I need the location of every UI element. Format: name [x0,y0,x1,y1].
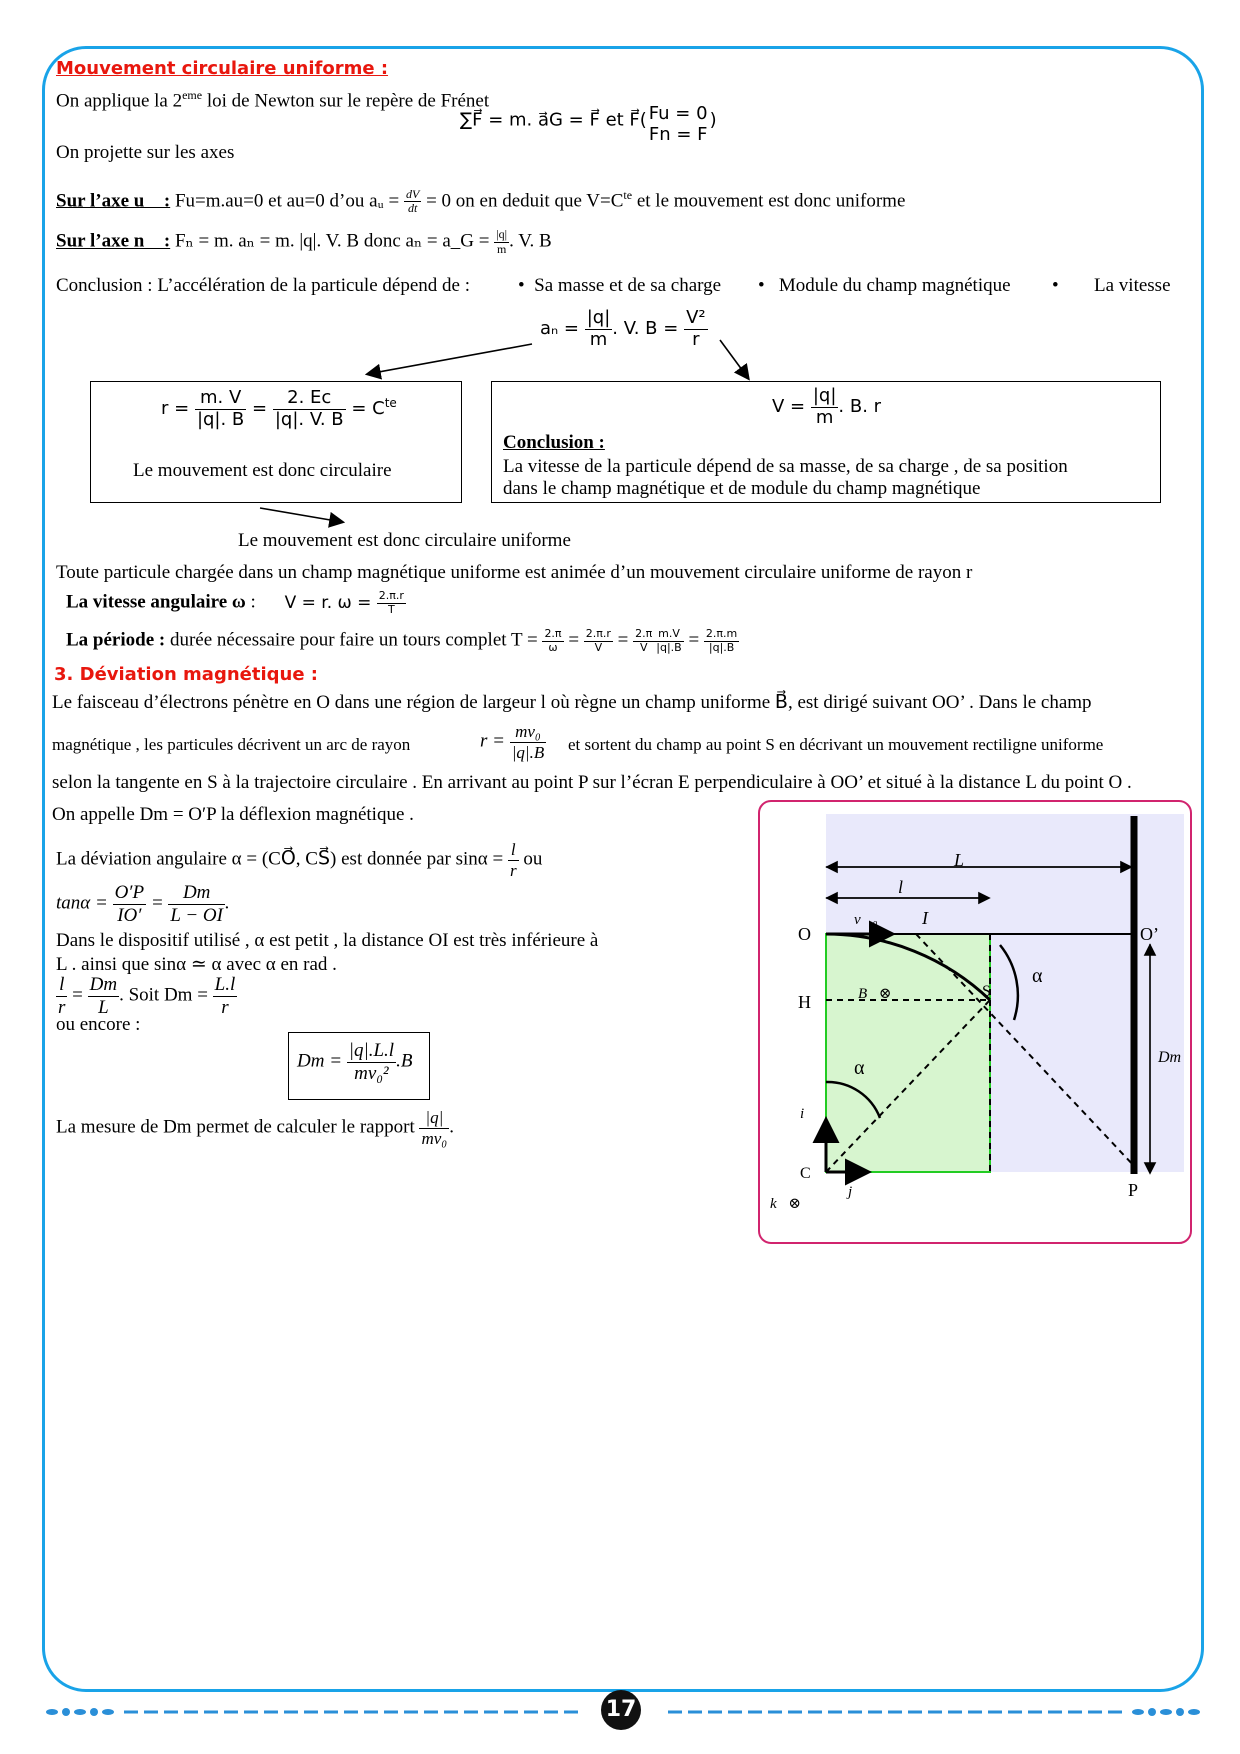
newton-intro: On applique la 2eme loi de Newton sur le repère de Frénet [56,88,490,112]
arrow-to-uniform [260,508,342,522]
deviation-p3: selon la tangente en S à la trajectoire circulaire . En arrivant au point P sur l’écran E perpendiculaire à OO’ et situé à la distance L du point O . [52,772,1132,793]
tan-equation: tanα = $\frac{O'P}{IO'}$ = $\frac{Dm}{L - OI}$ . [56,882,230,926]
label-S: S [982,983,991,1000]
deviation-radius: r = $\frac{\text{mv₀}}{|q|.B}$ [480,722,545,762]
radius-conclusion: Le mouvement est donc circulaire [133,460,392,481]
dm-formula: Dm = $\frac{|q|.L.l}{\text{mv₀²}}$ .B [297,1040,413,1084]
deviation-p2b: et sortent du champ au point S en décrivant un mouvement rectiligne uniforme [568,735,1104,754]
page-number: 17 [601,1690,641,1730]
deviation-diagram [758,800,1194,1246]
axis-u-line: Sur l’axe u⃗ : Fu=m.au=0 et au=0 d’ou aᵤ = $\frac{dV}{dt}$ = 0 on en deduit que $V=C^{te}$ et le mouvement est donc uniforme [56,186,906,216]
circular-uniform-text: Le mouvement est donc circulaire uniforme [238,530,571,551]
label-C: C [800,1165,811,1182]
label-v0: v⃗₀ [854,912,878,928]
dispositif-line1: Dans le dispositif utilisé , α est petit , la distance OI est très inférieure à [56,930,599,951]
magnetic-field-region [826,934,990,1172]
radius-box [90,381,462,503]
label-B: B⃗⊗ [858,986,892,1002]
speed-conclusion-line2: dans le champ magnétique et de module du champ magnétique [503,478,981,499]
deviation-p4: On appelle Dm = O′P la déflexion magnétique . [52,804,414,825]
label-O: O [798,924,811,944]
label-I: I [922,908,928,928]
bullet-field: • Module du champ magnétique [758,275,1011,296]
arrow-to-left-box [368,344,532,374]
speed-equation: V = $\frac{|q|}{m}$ . B. r [772,385,882,428]
an-equation: aₙ = $\frac{|q|}{m}$ . V. B = $\frac{\text{V²}}{r}$ [540,307,706,350]
mesure-line: La mesure de Dm permet de calculer le rapport $\frac{|q|}{\text{mv₀}}$ . [56,1108,454,1148]
project-text: On projette sur les axes [56,142,235,163]
radius-equation: r = $\frac{m. V}{|q|. B}$ = $\frac{2. Ec}{|q|. V. B}$ = $C^{te}$ [161,387,397,430]
label-Dm: Dm [1158,1049,1182,1066]
dm-formula-box [288,1032,430,1100]
soit-equation: $\frac{l}{r}$ = $\frac{Dm}{L}$ . Soit Dm = $\frac{L.l}{r}$ [58,974,236,1018]
bullet-speed: La vitesse [1094,275,1171,296]
ou-encore: ou encore : [56,1014,141,1035]
label-L: L [954,850,965,870]
axis-n-line: Sur l’axe n⃗ : Fₙ = m. aₙ = m. |q|. V. B donc aₙ = a_G = $\frac{|q|}{m}$ . V. B [56,227,552,256]
label-P: P [1128,1180,1139,1200]
label-k: k⃗⊗ [770,1196,801,1212]
bullet-mass: • Sa masse et de sa charge [518,275,722,296]
speed-conclusion-line1: La vitesse de la particule dépend de sa masse, de sa charge , de sa position [503,456,1068,477]
deviation-p1: Le faisceau d’électrons pénètre en O dans une région de largeur l où règne un champ uniforme B⃗, est dirigé suivant OO’ . Dans le champ [52,692,1092,713]
dispositif-line2: L . ainsi que sinα ≃ α avec α en rad . [56,954,337,975]
conclusion-accel: Conclusion : L’accélération de la particule dépend de : [56,275,470,296]
label-l: l [898,877,904,897]
newton-equation: ∑F⃗ = m. a⃗G = F⃗ et F⃗( Fu = 0 Fn = F ) [460,103,717,145]
label-H: H [798,992,811,1012]
bullet-speed-dot: • [1052,275,1059,296]
label-O-prime: O’ [1140,924,1159,944]
deviation-p2a: magnétique , les particules décrivent un arc de rayon [52,735,411,754]
arrow-to-right-box [720,340,748,378]
angular-speed-line: La vitesse angulaire ω : V = r. ω = $\frac{2.\pi.r}{T}$ [66,589,404,616]
period-line: La période : durée nécessaire pour faire un tours complet T = $\frac{2.\pi}{\omega}$ = $\frac{2.\pi.r}{V}$ = $\frac{2.\pi}{V}$ $\frac{m.V}{|q|.B}$ = $\frac{2.\pi.m}{|q|.B}$ [66,627,738,654]
label-alpha-center: α [854,1057,865,1079]
charged-particle-statement: Toute particule chargée dans un champ magnétique uniforme est animée d’un mouvement circulaire uniforme de rayon r [56,562,973,583]
speed-conclusion-title: Conclusion : [503,432,605,453]
label-j: j⃗ [848,1184,864,1200]
section-heading-deviation: 3. Déviation magnétique : [54,664,319,685]
speed-box [491,381,1161,503]
label-i: i⃗ [800,1106,816,1122]
section-heading-circular: Mouvement circulaire uniforme : [56,58,389,79]
label-alpha-exit: α [1032,965,1043,987]
angular-deviation: La déviation angulaire α = (CO⃗, CS⃗) est donnée par sinα = $\frac{l}{r}$ ou [56,840,543,880]
